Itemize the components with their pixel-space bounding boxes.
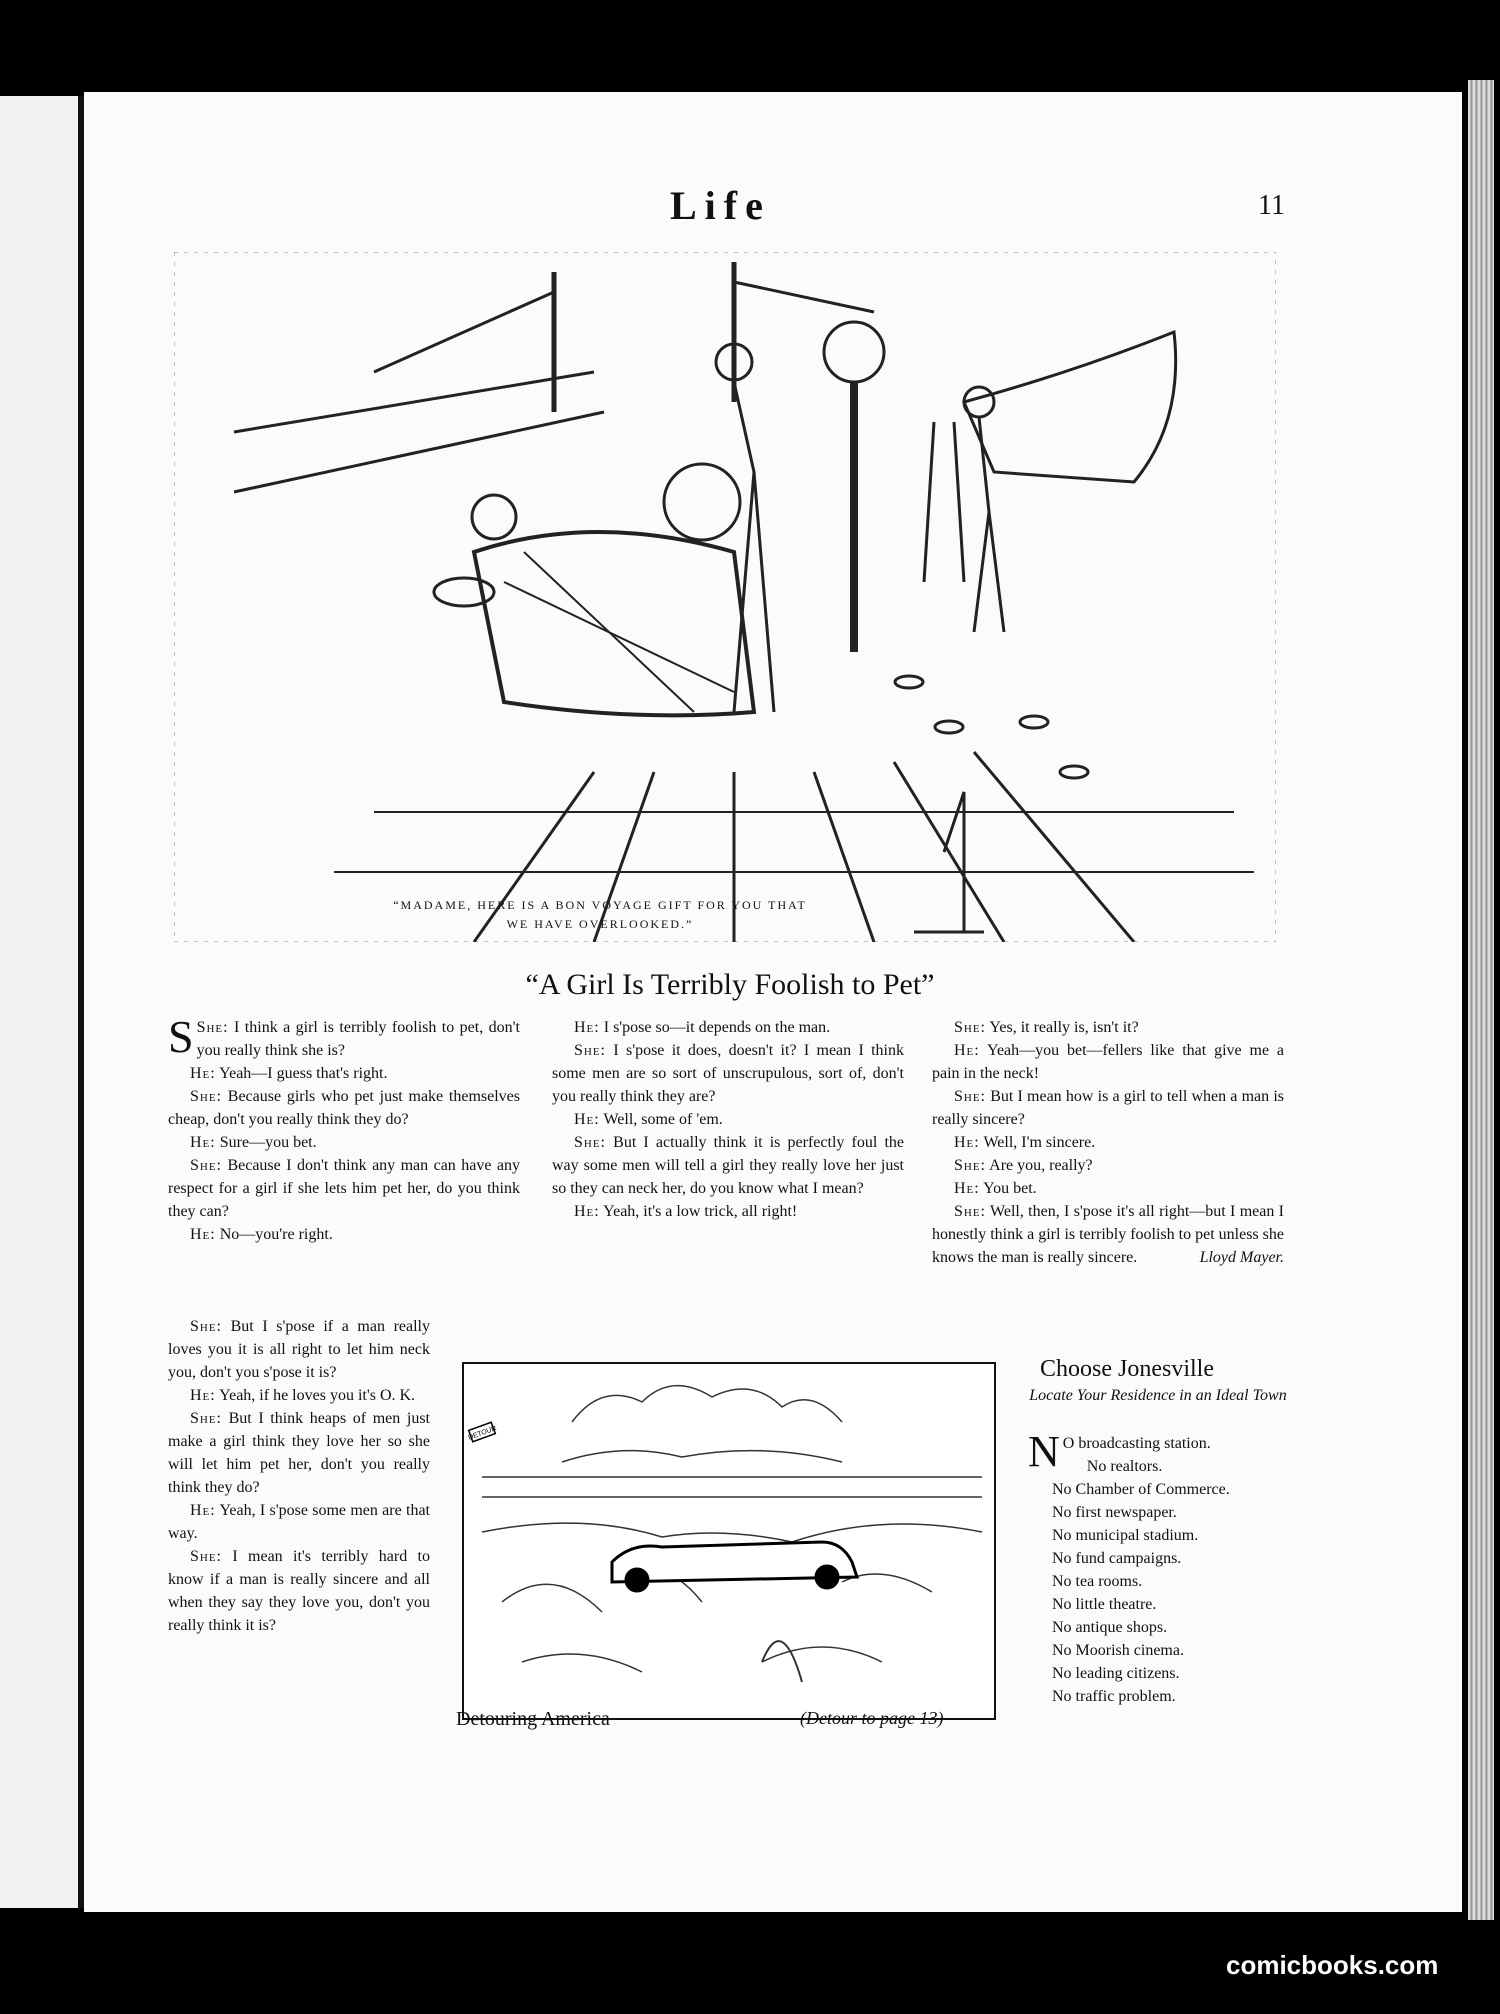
list-item: No Moorish cinema. xyxy=(1052,1642,1184,1659)
drop-cap: N xyxy=(1028,1427,1060,1476)
drop-cap: S xyxy=(168,1011,194,1062)
site-watermark: comicbooks.com xyxy=(1226,1950,1439,1980)
dialogue-line: He: Yeah, it's a low trick, all right! xyxy=(574,1203,798,1220)
list-item: No first newspaper. xyxy=(1052,1504,1177,1521)
list-item: No fund campaigns. xyxy=(1052,1550,1182,1567)
list-item: N O broadcasting station. xyxy=(1028,1427,1211,1476)
detour-sketch xyxy=(462,1362,996,1720)
dialogue-line: She: But I think heaps of men just make a girl think they love her so she will let him pet her, don't you really think they do? xyxy=(168,1410,430,1496)
sketch-title: Detouring America xyxy=(456,1708,610,1730)
article-column-1 xyxy=(168,1011,520,1246)
article-column-1-continued xyxy=(168,1315,430,1637)
dialogue-line: He: No—you're right. xyxy=(190,1226,333,1243)
list-item: No tea rooms. xyxy=(1052,1573,1143,1590)
list-item: No little theatre. xyxy=(1052,1596,1157,1613)
dialogue-line: She: Because I don't think any man can have any respect for a girl if she lets him pet her, do you think they can? xyxy=(168,1157,520,1220)
dialogue-line: She: Because girls who pet just make themselves cheap, don't you really think they do? xyxy=(168,1088,520,1128)
dialogue-line: She: But I mean how is a girl to tell when a man is really sincere? xyxy=(932,1088,1284,1128)
list-item: No leading citizens. xyxy=(1052,1665,1180,1682)
dialogue-line: He: Yeah—you bet—fellers like that give me a pain in the neck! xyxy=(932,1042,1284,1082)
dialogue-line: She: Well, then, I s'pose it's all right—but I mean I honestly think a girl is terribly foolish to pet unless she knows the man is really sincere. xyxy=(932,1203,1284,1266)
jonesville-title: Choose Jonesville xyxy=(1040,1356,1214,1382)
dialogue-line: He: I s'pose so—it depends on the man. xyxy=(574,1019,831,1036)
masthead: Life xyxy=(670,183,771,228)
book-page-edges xyxy=(1468,80,1494,1920)
dialogue-line: She: Are you, really? xyxy=(954,1157,1093,1174)
dialogue-line: S She: I think a girl is terribly foolish to pet, don't you really think she is? xyxy=(168,1011,520,1062)
dialogue-line: She: Yes, it really is, isn't it? xyxy=(954,1019,1139,1036)
cartoon-caption: “MADAME, HERE IS A BON VOYAGE GIFT FOR YOU THAT WE HAVE OVERLOOKED.” xyxy=(393,898,807,931)
dialogue-line: He: Well, I'm sincere. xyxy=(954,1134,1096,1151)
jonesville-list xyxy=(1028,1427,1288,1708)
list-item: No municipal stadium. xyxy=(1052,1527,1199,1544)
dialogue-line: She: But I actually think it is perfectly foul the way some men will tell a girl they really love her just so they can neck her, do you know what I mean? xyxy=(552,1134,904,1197)
page-number: 11 xyxy=(1258,190,1285,221)
dialogue-line: She: I mean it's terribly hard to know if a man is really sincere and all when they say they love you, don't you really think it is? xyxy=(168,1548,430,1634)
jonesville-subtitle: Locate Your Residence in an Ideal Town xyxy=(1029,1387,1287,1404)
article-headline: “A Girl Is Terribly Foolish to Pet” xyxy=(525,968,935,1001)
dialogue-line: She: I s'pose it does, doesn't it? I mean I think some men are so sort of unscrupulous, sort of, don't you really think they are? xyxy=(552,1042,904,1105)
cartoon-illustration xyxy=(174,252,1276,942)
article-byline: Lloyd Mayer. xyxy=(1199,1249,1284,1266)
detour-sign-text: DETOUR xyxy=(467,1425,498,1442)
article-column-3 xyxy=(932,1016,1284,1269)
dialogue-line: He: Sure—you bet. xyxy=(190,1134,317,1151)
list-item: No traffic problem. xyxy=(1052,1688,1176,1705)
dialogue-line: He: Yeah, if he loves you it's O. K. xyxy=(190,1387,416,1404)
dialogue-line: He: Yeah—I guess that's right. xyxy=(190,1065,388,1082)
sketch-note: (Detour to page 13) xyxy=(800,1708,944,1728)
dialogue-line: She: But I s'pose if a man really loves you it is all right to let him neck you, don't you s'pose it is? xyxy=(168,1318,430,1381)
dialogue-line: He: You bet. xyxy=(954,1180,1037,1197)
list-item: No antique shops. xyxy=(1052,1619,1168,1636)
dialogue-line: He: Yeah, I s'pose some men are that way. xyxy=(168,1502,430,1542)
list-item: No realtors. xyxy=(1086,1458,1163,1475)
facing-page-edge xyxy=(0,96,84,1908)
dialogue-line: He: Well, some of 'em. xyxy=(574,1111,723,1128)
article-column-2 xyxy=(552,1016,904,1223)
list-item: No Chamber of Commerce. xyxy=(1052,1481,1230,1498)
